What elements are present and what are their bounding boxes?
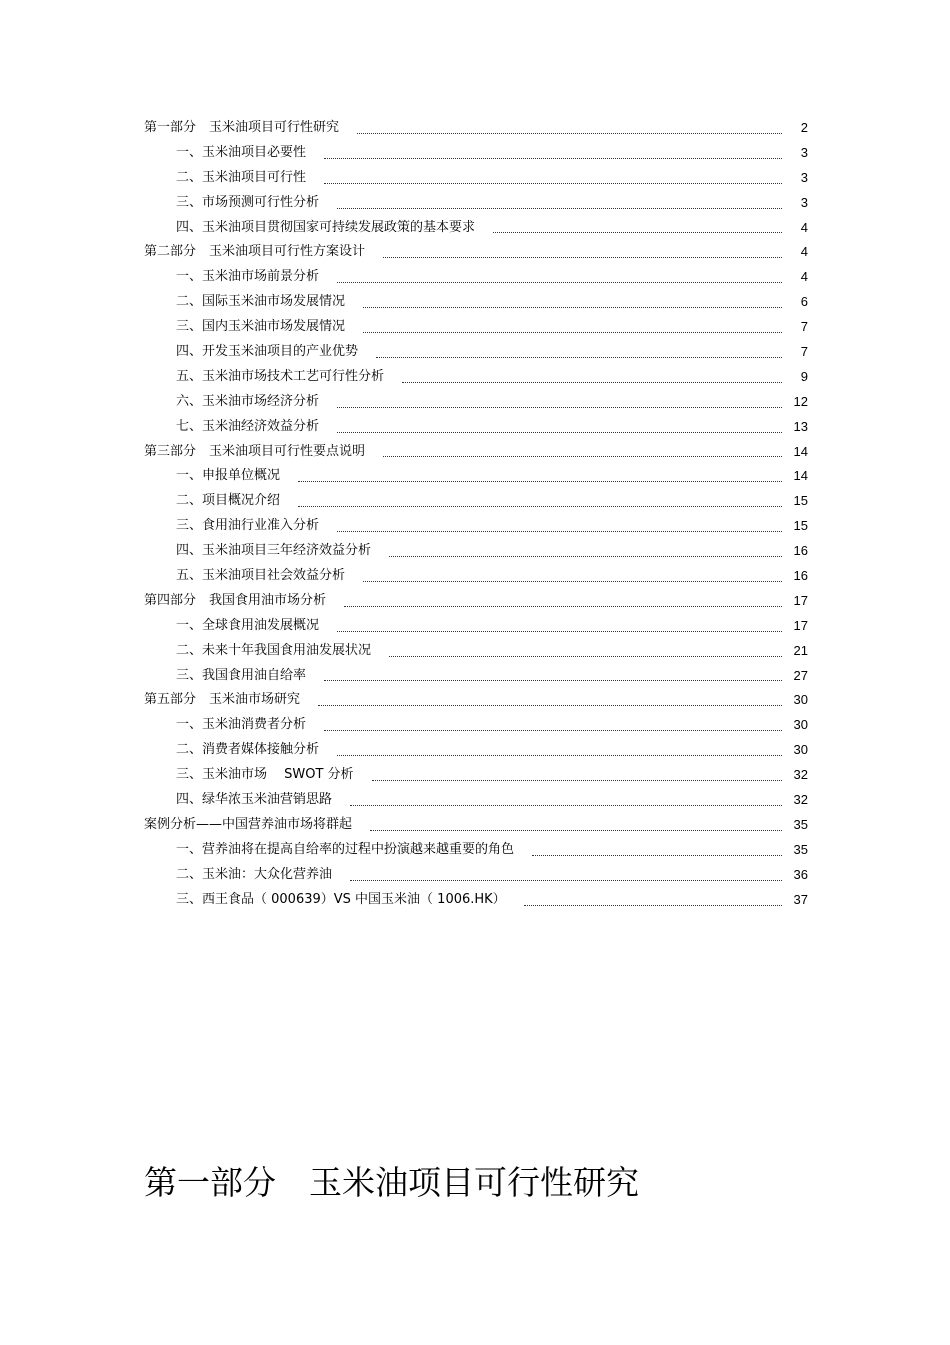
toc-entry-title: 第五部分 玉米油市场研究	[144, 692, 301, 708]
toc-entry-title: 四、玉米油项目贯彻国家可持续发展政策的基本要求	[176, 219, 476, 235]
toc-page-number: 15	[793, 518, 808, 534]
toc-entry-title: 三、市场预测可行性分析	[176, 194, 320, 210]
toc-page-number: 7	[800, 319, 808, 335]
toc-section-entry[interactable]	[144, 539, 808, 564]
toc-page-number: 36	[793, 866, 808, 882]
toc-section-entry[interactable]	[144, 838, 808, 863]
dot-leader	[298, 506, 782, 507]
toc-section-entry[interactable]	[144, 191, 808, 216]
toc-section-entry[interactable]	[144, 639, 808, 664]
toc-entry-title: 二、消费者媒体接触分析	[176, 742, 320, 758]
toc-page-number: 32	[793, 792, 808, 808]
dot-leader	[532, 855, 782, 856]
toc-entry-title: 三、西王食品（ 000639）VS 中国玉米油（ 1006.HK）	[176, 891, 506, 907]
toc-page-number: 3	[800, 144, 808, 160]
toc-section-entry[interactable]	[144, 664, 808, 689]
toc-part-entry[interactable]	[144, 589, 808, 614]
toc-entry-title: 第三部分 玉米油项目可行性要点说明	[144, 443, 366, 459]
toc-section-entry[interactable]	[144, 290, 808, 315]
dot-leader	[383, 257, 782, 258]
table-of-contents	[144, 116, 808, 913]
toc-entry-title: 三、我国食用油自给率	[176, 667, 307, 683]
toc-section-entry[interactable]	[144, 863, 808, 888]
toc-section-entry[interactable]	[144, 365, 808, 390]
dot-leader	[344, 606, 782, 607]
dot-leader	[324, 158, 782, 159]
toc-entry-title: 一、全球食用油发展概况	[176, 617, 320, 633]
toc-entry-title: 四、绿华浓玉米油营销思路	[176, 792, 333, 808]
toc-part-entry[interactable]	[144, 813, 808, 838]
toc-section-entry[interactable]	[144, 489, 808, 514]
toc-page-number: 30	[793, 742, 808, 758]
toc-page-number: 30	[793, 692, 808, 708]
dot-leader	[337, 531, 782, 532]
dot-leader	[324, 183, 782, 184]
toc-page-number: 14	[793, 468, 808, 484]
toc-page-number: 12	[793, 393, 808, 409]
toc-page-number: 3	[800, 169, 808, 185]
dot-leader	[318, 705, 782, 706]
toc-page-number: 37	[793, 891, 808, 907]
toc-entry-title: 一、申报单位概况	[176, 468, 281, 484]
toc-page-number: 3	[800, 194, 808, 210]
toc-page-number: 32	[793, 767, 808, 783]
toc-page-number: 17	[793, 592, 808, 608]
toc-part-entry[interactable]	[144, 440, 808, 465]
toc-entry-title: 一、营养油将在提高自给率的过程中扮演越来越重要的角色	[176, 841, 515, 857]
dot-leader	[370, 830, 782, 831]
toc-part-entry[interactable]	[144, 240, 808, 265]
toc-entry-title: 三、国内玉米油市场发展情况	[176, 319, 346, 335]
toc-entry-title: 二、项目概况介绍	[176, 493, 281, 509]
toc-entry-title: 三、食用油行业准入分析	[176, 518, 320, 534]
dot-leader	[337, 208, 782, 209]
toc-page-number: 2	[800, 119, 808, 135]
dot-leader	[350, 880, 782, 881]
toc-entry-title: 一、玉米油消费者分析	[176, 717, 307, 733]
toc-section-entry[interactable]	[144, 564, 808, 589]
toc-page-number: 35	[793, 816, 808, 832]
toc-section-entry[interactable]	[144, 390, 808, 415]
dot-leader	[389, 556, 782, 557]
dot-leader	[298, 481, 782, 482]
dot-leader	[350, 805, 782, 806]
toc-section-entry[interactable]	[144, 788, 808, 813]
dot-leader	[324, 680, 782, 681]
toc-entry-title: 六、玉米油市场经济分析	[176, 393, 320, 409]
toc-entry-title: 第二部分 玉米油项目可行性方案设计	[144, 244, 366, 260]
toc-section-entry[interactable]	[144, 514, 808, 539]
dot-leader	[337, 631, 782, 632]
toc-section-entry[interactable]	[144, 141, 808, 166]
toc-page-number: 16	[793, 543, 808, 559]
toc-entry-title: 二、未来十年我国食用油发展状况	[176, 642, 372, 658]
toc-section-entry[interactable]	[144, 713, 808, 738]
toc-section-entry[interactable]	[144, 265, 808, 290]
toc-section-entry[interactable]	[144, 888, 808, 913]
toc-entry-title: 五、玉米油市场技术工艺可行性分析	[176, 368, 385, 384]
toc-entry-title: 二、国际玉米油市场发展情况	[176, 294, 346, 310]
dot-leader	[383, 456, 782, 457]
toc-entry-title: 四、玉米油项目三年经济效益分析	[176, 543, 372, 559]
toc-entry-title: 五、玉米油项目社会效益分析	[176, 568, 346, 584]
dot-leader	[363, 581, 782, 582]
toc-page-number: 6	[800, 294, 808, 310]
toc-entry-title: 二、玉米油：大众化营养油	[176, 866, 333, 882]
dot-leader	[363, 307, 782, 308]
toc-page-number: 4	[800, 269, 808, 285]
dot-leader	[524, 905, 782, 906]
section-heading: 第一部分 玉米油项目可行性研究	[144, 1163, 639, 1202]
toc-page-number: 9	[800, 368, 808, 384]
dot-leader	[337, 432, 782, 433]
toc-section-entry[interactable]	[144, 763, 808, 788]
toc-page-number: 13	[793, 418, 808, 434]
toc-page-number: 16	[793, 568, 808, 584]
dot-leader	[493, 232, 782, 233]
toc-entry-title: 二、玉米油项目可行性	[176, 169, 307, 185]
toc-page-number: 14	[793, 443, 808, 459]
toc-page-number: 4	[800, 244, 808, 260]
toc-section-entry[interactable]	[144, 464, 808, 489]
toc-page-number: 35	[793, 841, 808, 857]
toc-page-number: 21	[793, 642, 808, 658]
toc-section-entry[interactable]	[144, 315, 808, 340]
dot-leader	[357, 133, 782, 134]
toc-page-number: 17	[793, 617, 808, 633]
toc-entry-title: 四、开发玉米油项目的产业优势	[176, 344, 359, 359]
toc-entry-title: 案例分析——中国营养油市场将群起	[144, 816, 353, 832]
dot-leader	[337, 282, 782, 283]
dot-leader	[402, 382, 782, 383]
toc-section-entry[interactable]	[144, 614, 808, 639]
toc-section-entry[interactable]	[144, 340, 808, 365]
toc-entry-title: 三、玉米油市场 SWOT 分析	[176, 767, 354, 783]
dot-leader	[376, 357, 782, 358]
dot-leader	[337, 755, 782, 756]
toc-page-number: 4	[800, 219, 808, 235]
toc-page-number: 7	[800, 344, 808, 359]
toc-section-entry[interactable]	[144, 415, 808, 440]
toc-entry-title: 第一部分 玉米油项目可行性研究	[144, 119, 340, 135]
toc-part-entry[interactable]	[144, 688, 808, 713]
dot-leader	[389, 656, 782, 657]
toc-page-number: 15	[793, 493, 808, 509]
toc-entry-title: 一、玉米油项目必要性	[176, 144, 307, 160]
toc-section-entry[interactable]	[144, 216, 808, 241]
dot-leader	[324, 730, 782, 731]
dot-leader	[337, 407, 782, 408]
toc-entry-title: 第四部分 我国食用油市场分析	[144, 592, 327, 608]
toc-section-entry[interactable]	[144, 166, 808, 191]
toc-page-number: 30	[793, 717, 808, 733]
dot-leader	[363, 332, 782, 333]
dot-leader	[372, 780, 782, 781]
toc-entry-title: 七、玉米油经济效益分析	[176, 418, 320, 434]
toc-section-entry[interactable]	[144, 738, 808, 763]
toc-page-number: 27	[793, 667, 808, 683]
toc-entry-title: 一、玉米油市场前景分析	[176, 269, 320, 285]
toc-part-entry[interactable]	[144, 116, 808, 141]
